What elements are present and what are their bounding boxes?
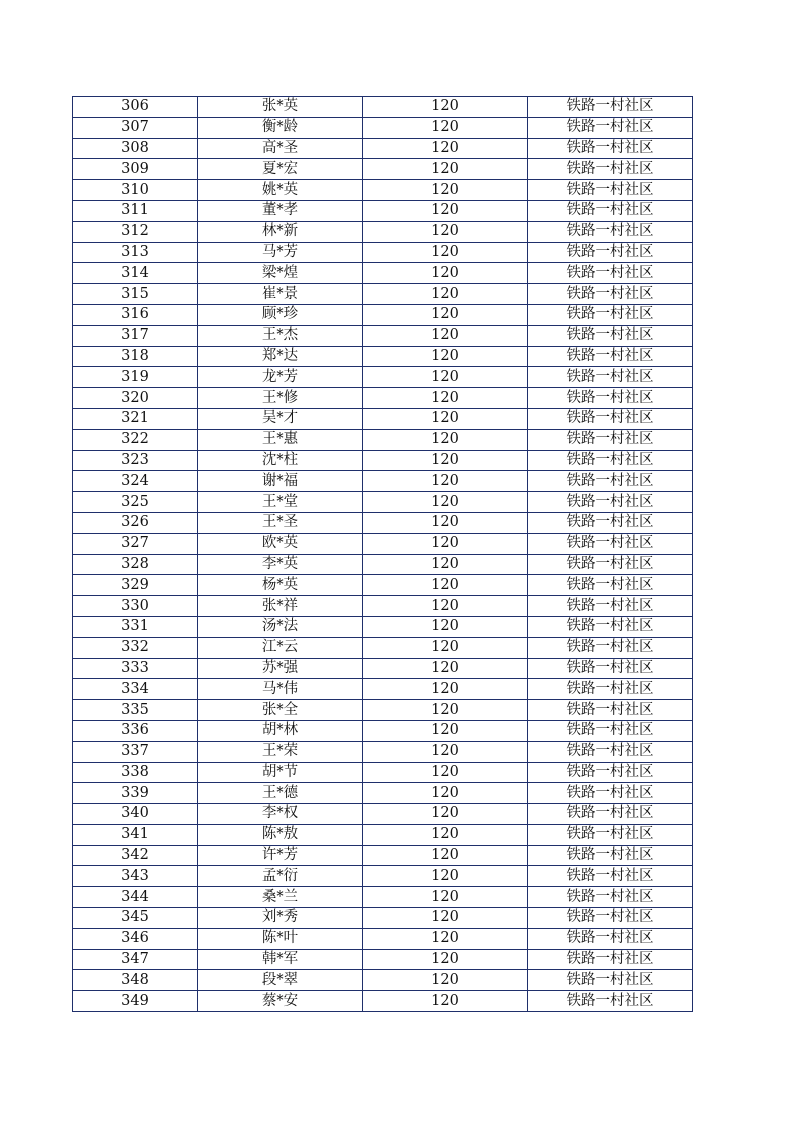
name-cell: 欧*英: [198, 533, 363, 554]
table-row: [73, 388, 693, 409]
name-cell: 姚*英: [198, 180, 363, 201]
amount-cell: 120: [363, 845, 528, 866]
row-number-cell: 307: [73, 117, 198, 138]
row-number-cell: 317: [73, 325, 198, 346]
community-cell: 铁路一村社区: [528, 970, 693, 991]
community-cell: 铁路一村社区: [528, 242, 693, 263]
amount-cell: 120: [363, 471, 528, 492]
row-number-cell: 341: [73, 824, 198, 845]
community-cell: 铁路一村社区: [528, 533, 693, 554]
amount-cell: 120: [363, 492, 528, 513]
amount-cell: 120: [363, 928, 528, 949]
row-number-cell: 329: [73, 575, 198, 596]
community-cell: 铁路一村社区: [528, 741, 693, 762]
table-row: [73, 346, 693, 367]
table-row: [73, 866, 693, 887]
amount-cell: 120: [363, 117, 528, 138]
amount-cell: 120: [363, 284, 528, 305]
row-number-cell: 336: [73, 720, 198, 741]
name-cell: 陈*叶: [198, 928, 363, 949]
name-cell: 吴*才: [198, 408, 363, 429]
row-number-cell: 310: [73, 180, 198, 201]
table-row: [73, 533, 693, 554]
amount-cell: 120: [363, 637, 528, 658]
table-row: [73, 450, 693, 471]
name-cell: 许*芳: [198, 845, 363, 866]
row-number-cell: 314: [73, 263, 198, 284]
row-number-cell: 311: [73, 200, 198, 221]
table-row: [73, 117, 693, 138]
table-row: [73, 845, 693, 866]
name-cell: 顾*珍: [198, 304, 363, 325]
row-number-cell: 327: [73, 533, 198, 554]
community-cell: 铁路一村社区: [528, 304, 693, 325]
amount-cell: 120: [363, 991, 528, 1012]
community-cell: 铁路一村社区: [528, 700, 693, 721]
community-cell: 铁路一村社区: [528, 450, 693, 471]
community-cell: 铁路一村社区: [528, 492, 693, 513]
amount-cell: 120: [363, 908, 528, 929]
row-number-cell: 330: [73, 596, 198, 617]
row-number-cell: 334: [73, 679, 198, 700]
community-cell: 铁路一村社区: [528, 429, 693, 450]
table-row: [73, 471, 693, 492]
community-cell: 铁路一村社区: [528, 596, 693, 617]
row-number-cell: 322: [73, 429, 198, 450]
table-row: [73, 221, 693, 242]
community-cell: 铁路一村社区: [528, 138, 693, 159]
amount-cell: 120: [363, 783, 528, 804]
name-cell: 张*全: [198, 700, 363, 721]
amount-cell: 120: [363, 304, 528, 325]
row-number-cell: 316: [73, 304, 198, 325]
name-cell: 陈*敖: [198, 824, 363, 845]
row-number-cell: 346: [73, 928, 198, 949]
table-row: [73, 408, 693, 429]
community-cell: 铁路一村社区: [528, 762, 693, 783]
amount-cell: 120: [363, 159, 528, 180]
name-cell: 孟*衍: [198, 866, 363, 887]
name-cell: 桑*兰: [198, 887, 363, 908]
table-row: [73, 575, 693, 596]
amount-cell: 120: [363, 533, 528, 554]
name-cell: 马*芳: [198, 242, 363, 263]
community-cell: 铁路一村社区: [528, 824, 693, 845]
community-cell: 铁路一村社区: [528, 866, 693, 887]
row-number-cell: 331: [73, 616, 198, 637]
row-number-cell: 306: [73, 97, 198, 118]
community-cell: 铁路一村社区: [528, 991, 693, 1012]
table-row: [73, 741, 693, 762]
row-number-cell: 312: [73, 221, 198, 242]
name-cell: 段*翠: [198, 970, 363, 991]
community-cell: 铁路一村社区: [528, 117, 693, 138]
row-number-cell: 348: [73, 970, 198, 991]
amount-cell: 120: [363, 824, 528, 845]
row-number-cell: 320: [73, 388, 198, 409]
amount-cell: 120: [363, 200, 528, 221]
amount-cell: 120: [363, 450, 528, 471]
community-cell: 铁路一村社区: [528, 284, 693, 305]
row-number-cell: 313: [73, 242, 198, 263]
row-number-cell: 318: [73, 346, 198, 367]
amount-cell: 120: [363, 575, 528, 596]
amount-cell: 120: [363, 325, 528, 346]
table-body: [73, 97, 693, 1012]
community-cell: 铁路一村社区: [528, 637, 693, 658]
name-cell: 王*杰: [198, 325, 363, 346]
amount-cell: 120: [363, 367, 528, 388]
data-table: [72, 96, 693, 1012]
table-row: [73, 284, 693, 305]
amount-cell: 120: [363, 866, 528, 887]
amount-cell: 120: [363, 887, 528, 908]
table-row: [73, 325, 693, 346]
community-cell: 铁路一村社区: [528, 804, 693, 825]
amount-cell: 120: [363, 388, 528, 409]
table-row: [73, 97, 693, 118]
name-cell: 张*祥: [198, 596, 363, 617]
community-cell: 铁路一村社区: [528, 388, 693, 409]
table-row: [73, 304, 693, 325]
name-cell: 谢*福: [198, 471, 363, 492]
row-number-cell: 338: [73, 762, 198, 783]
row-number-cell: 326: [73, 512, 198, 533]
name-cell: 韩*军: [198, 949, 363, 970]
row-number-cell: 309: [73, 159, 198, 180]
name-cell: 马*伟: [198, 679, 363, 700]
table-row: [73, 367, 693, 388]
community-cell: 铁路一村社区: [528, 512, 693, 533]
community-cell: 铁路一村社区: [528, 908, 693, 929]
name-cell: 张*英: [198, 97, 363, 118]
community-cell: 铁路一村社区: [528, 200, 693, 221]
row-number-cell: 328: [73, 554, 198, 575]
name-cell: 龙*芳: [198, 367, 363, 388]
row-number-cell: 333: [73, 658, 198, 679]
community-cell: 铁路一村社区: [528, 575, 693, 596]
community-cell: 铁路一村社区: [528, 554, 693, 575]
name-cell: 王*堂: [198, 492, 363, 513]
name-cell: 董*孝: [198, 200, 363, 221]
name-cell: 杨*英: [198, 575, 363, 596]
amount-cell: 120: [363, 263, 528, 284]
community-cell: 铁路一村社区: [528, 97, 693, 118]
name-cell: 汤*法: [198, 616, 363, 637]
table-row: [73, 700, 693, 721]
community-cell: 铁路一村社区: [528, 845, 693, 866]
table-row: [73, 180, 693, 201]
table-row: [73, 616, 693, 637]
community-cell: 铁路一村社区: [528, 221, 693, 242]
name-cell: 衡*龄: [198, 117, 363, 138]
community-cell: 铁路一村社区: [528, 928, 693, 949]
amount-cell: 120: [363, 512, 528, 533]
amount-cell: 120: [363, 741, 528, 762]
row-number-cell: 342: [73, 845, 198, 866]
community-cell: 铁路一村社区: [528, 783, 693, 804]
amount-cell: 120: [363, 700, 528, 721]
table-row: [73, 720, 693, 741]
name-cell: 王*惠: [198, 429, 363, 450]
name-cell: 王*修: [198, 388, 363, 409]
community-cell: 铁路一村社区: [528, 720, 693, 741]
name-cell: 王*德: [198, 783, 363, 804]
row-number-cell: 339: [73, 783, 198, 804]
row-number-cell: 344: [73, 887, 198, 908]
community-cell: 铁路一村社区: [528, 263, 693, 284]
amount-cell: 120: [363, 346, 528, 367]
amount-cell: 120: [363, 429, 528, 450]
amount-cell: 120: [363, 180, 528, 201]
amount-cell: 120: [363, 804, 528, 825]
community-cell: 铁路一村社区: [528, 180, 693, 201]
name-cell: 梁*煌: [198, 263, 363, 284]
community-cell: 铁路一村社区: [528, 159, 693, 180]
amount-cell: 120: [363, 720, 528, 741]
table-row: [73, 637, 693, 658]
name-cell: 胡*节: [198, 762, 363, 783]
name-cell: 苏*强: [198, 658, 363, 679]
community-cell: 铁路一村社区: [528, 887, 693, 908]
name-cell: 胡*林: [198, 720, 363, 741]
community-cell: 铁路一村社区: [528, 325, 693, 346]
community-cell: 铁路一村社区: [528, 346, 693, 367]
table-row: [73, 200, 693, 221]
community-cell: 铁路一村社区: [528, 658, 693, 679]
community-cell: 铁路一村社区: [528, 367, 693, 388]
table-row: [73, 928, 693, 949]
community-cell: 铁路一村社区: [528, 408, 693, 429]
amount-cell: 120: [363, 221, 528, 242]
table-row: [73, 887, 693, 908]
table-row: [73, 554, 693, 575]
name-cell: 沈*柱: [198, 450, 363, 471]
community-cell: 铁路一村社区: [528, 471, 693, 492]
table-row: [73, 804, 693, 825]
amount-cell: 120: [363, 679, 528, 700]
community-cell: 铁路一村社区: [528, 616, 693, 637]
amount-cell: 120: [363, 554, 528, 575]
table-row: [73, 492, 693, 513]
table-row: [73, 824, 693, 845]
row-number-cell: 321: [73, 408, 198, 429]
table-row: [73, 949, 693, 970]
table-row: [73, 429, 693, 450]
name-cell: 林*新: [198, 221, 363, 242]
community-cell: 铁路一村社区: [528, 949, 693, 970]
row-number-cell: 337: [73, 741, 198, 762]
row-number-cell: 324: [73, 471, 198, 492]
amount-cell: 120: [363, 970, 528, 991]
row-number-cell: 345: [73, 908, 198, 929]
name-cell: 江*云: [198, 637, 363, 658]
row-number-cell: 343: [73, 866, 198, 887]
table-row: [73, 512, 693, 533]
row-number-cell: 349: [73, 991, 198, 1012]
table-row: [73, 658, 693, 679]
amount-cell: 120: [363, 616, 528, 637]
row-number-cell: 323: [73, 450, 198, 471]
name-cell: 李*英: [198, 554, 363, 575]
row-number-cell: 335: [73, 700, 198, 721]
amount-cell: 120: [363, 762, 528, 783]
name-cell: 李*权: [198, 804, 363, 825]
amount-cell: 120: [363, 138, 528, 159]
table-row: [73, 159, 693, 180]
table-row: [73, 762, 693, 783]
row-number-cell: 325: [73, 492, 198, 513]
amount-cell: 120: [363, 408, 528, 429]
name-cell: 夏*宏: [198, 159, 363, 180]
row-number-cell: 319: [73, 367, 198, 388]
amount-cell: 120: [363, 596, 528, 617]
amount-cell: 120: [363, 658, 528, 679]
table-row: [73, 242, 693, 263]
row-number-cell: 332: [73, 637, 198, 658]
row-number-cell: 347: [73, 949, 198, 970]
table-row: [73, 263, 693, 284]
table-row: [73, 679, 693, 700]
name-cell: 崔*景: [198, 284, 363, 305]
name-cell: 王*荣: [198, 741, 363, 762]
table-row: [73, 970, 693, 991]
row-number-cell: 340: [73, 804, 198, 825]
table-row: [73, 908, 693, 929]
table-row: [73, 596, 693, 617]
name-cell: 蔡*安: [198, 991, 363, 1012]
name-cell: 郑*达: [198, 346, 363, 367]
community-cell: 铁路一村社区: [528, 679, 693, 700]
table-row: [73, 138, 693, 159]
row-number-cell: 315: [73, 284, 198, 305]
table-row: [73, 783, 693, 804]
name-cell: 高*圣: [198, 138, 363, 159]
amount-cell: 120: [363, 242, 528, 263]
amount-cell: 120: [363, 949, 528, 970]
name-cell: 刘*秀: [198, 908, 363, 929]
row-number-cell: 308: [73, 138, 198, 159]
amount-cell: 120: [363, 97, 528, 118]
name-cell: 王*圣: [198, 512, 363, 533]
table-row: [73, 991, 693, 1012]
